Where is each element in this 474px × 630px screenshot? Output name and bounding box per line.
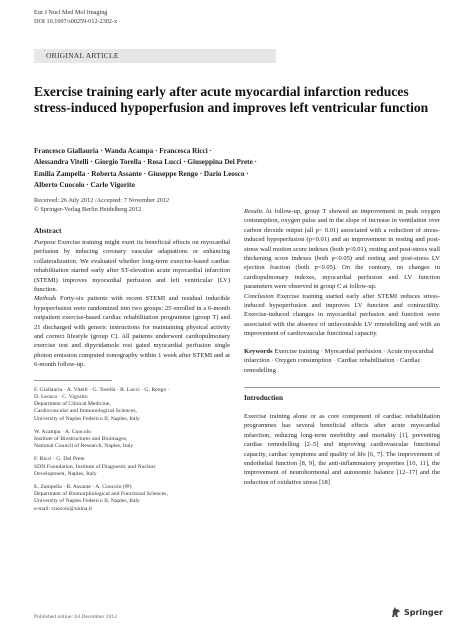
- received-accepted: Received: 26 July 2012 /Accepted: 7 November 2012: [34, 197, 170, 204]
- affiliation-divider: [34, 380, 112, 381]
- results-label: Results: [244, 208, 263, 215]
- keywords-label: Keywords: [244, 347, 273, 355]
- received-dates: [34, 197, 169, 214]
- conclusion-label: Conclusion: [244, 292, 274, 300]
- affiliation: [34, 484, 230, 513]
- results-text: At follow-up, group T showed an improvement in peak oxygen consumption, oxygen pulse and in the slope of increase in ventilation over carbon dioxide output (all p< 0.01) associated with a reduction of stress-induced hypoperfusion (p<0.01) and an improvement in resting and post-stress wall motion score indexes (both p<0.01), resting and post-stress wall thickening score indexes (both p<0.05) and resting and post-stress LV ejection fraction (both p<0.05). On the contrary, no changes in cardiopulmonary indexes, myocardial perfusion and LV function parameters were observed in group C at follow-up.: [244, 208, 440, 291]
- affiliation-line: Institute of Biostructures and Bioimages,: [34, 435, 128, 442]
- article-type-banner: ORIGINAL ARTICLE: [34, 49, 276, 63]
- affiliation-line: E. Zampella · R. Assante · A. Cuocolo (✉): [34, 483, 132, 490]
- introduction-text: Exercise training alone or as core component of cardiac rehabilitation programmes has several beneficial effects after acute myocardial infarction, reducing long-term morbidity and mortality [1], preventing cardiac remodelling [2–5] and improving cardiovascular functional capacity, cardiac symptoms and quality of life [6, 7]. The improvement of endothelial function [8, 9], the anti-inflammatory properties [10, 11], the improvement of neurohormonal and autonomic balance [12–17] and the reduction of oxidative stress [18]: [244, 412, 440, 486]
- methods-label: Methods: [34, 295, 57, 303]
- affiliation: [34, 456, 230, 478]
- journal-name: Eur J Nucl Med Mol Imaging: [34, 9, 108, 16]
- purpose-text: Exercise training might exert its beneficial effects on myocardial perfusion by inducing coronary vascular adaptations or enhancing collateralization. We evaluated whether long-term exercise-based cardiac rehabilitation started early after ST-elevation acute myocardial infarction (STEMI) improves myocardial perfusion and left ventricular (LV) function.: [34, 239, 230, 294]
- affiliation: [34, 429, 230, 451]
- paper-title: Exercise training early after acute myocardial infarction reduces stress-induced hypoperfusion and improves left ventricular function: [34, 84, 429, 115]
- abstract-heading: Abstract: [34, 226, 62, 235]
- abstract-results: [244, 207, 440, 292]
- abstract-conclusion: [244, 292, 440, 339]
- published-online: Published online: 04 December 2012: [34, 614, 117, 620]
- affiliation-line: University of Naples Federico II, Naples, Italy: [34, 415, 140, 422]
- affiliation-line: Development, Naples, Italy: [34, 470, 97, 477]
- copyright: © Springer-Verlag Berlin Heidelberg 2012: [34, 205, 142, 213]
- doi: DOI 10.1007/s00259-012-2302-x: [34, 17, 118, 25]
- email-link[interactable]: e-mail: cuocolo@unina.it: [34, 505, 92, 512]
- affiliation-line: National Council of Research, Naples, Italy: [34, 443, 134, 450]
- methods-text: Forty-six patients with recent STEMI and residual inducible hypoperfusion were randomized into two groups: 25 enrolled in a 6-month outpatient exercise-based cardiac rehabilitation programme (group T) and 21 discharged with generic instructions for maintaining physical activity and correct lifestyle (group C). All patients underwent cardiopulmonary exercise test and dipyridamole rest gated myocardial perfusion single photon emission computed tomography within 1 week after STEMI and at 6-month follow-up.: [34, 295, 230, 369]
- author-line: Alberto Cuocolo · Carlo Vigorito: [34, 180, 136, 189]
- affiliation-line: Department of Biomorphological and Functional Sciences,: [34, 491, 168, 498]
- affiliation-line: SDN Foundation, Institute of Diagnostic and Nuclear: [34, 463, 156, 470]
- affiliation-line: W. Acampa · A. Cuocolo: [34, 428, 91, 435]
- affiliation: [34, 387, 230, 423]
- affiliation-line: F. Ricci · G. Del Prete: [34, 456, 85, 463]
- author-line: Francesco Giallauria · Wanda Acampa · Francesca Ricci ·: [34, 147, 212, 155]
- journal-header: [34, 9, 117, 26]
- author-list: [34, 146, 444, 191]
- affiliation-line: Department of Clinical Medicine,: [34, 401, 111, 408]
- purpose-label: Purpose: [34, 239, 56, 246]
- keywords: [244, 347, 440, 375]
- abstract-purpose: [34, 238, 230, 294]
- affiliation-line: F. Giallauria · A. Vitelli · G. Torella · R. Lucci · G. Rengo ·: [34, 386, 170, 393]
- abstract-methods: [34, 294, 230, 369]
- section-divider: [244, 387, 440, 388]
- affiliation-line: University of Naples Federico II, Naples, Italy: [34, 498, 140, 505]
- publisher-logo: [390, 606, 443, 618]
- affiliation-line: D. Leosco · C. Vigorito: [34, 393, 88, 400]
- author-line: Emilia Zampella · Roberta Assante · Giuseppe Rengo · Dario Leosco ·: [34, 169, 249, 178]
- left-column: [34, 226, 230, 519]
- introduction-heading: Introduction: [244, 393, 284, 402]
- affiliation-line: Cardiovascular and Immunological Sciences,: [34, 408, 137, 415]
- conclusion-text: Exercise training started early after STEMI reduces stress-induced hypoperfusion and improves LV function and contractility. Exercise-induced changes in myocardial perfusion and function were associated with the absence of unfavourable LV remodelling and with an improvement of cardiovascular functional capacity.: [244, 292, 440, 338]
- publisher-name: Springer: [404, 607, 443, 617]
- author-line: Alessandra Vitelli · Giorgio Torella · Rosa Lucci · Giuseppina Del Prete ·: [34, 158, 257, 167]
- springer-horse-icon: [390, 606, 402, 618]
- right-column: [244, 207, 440, 487]
- keywords-text: Exercise training · Myocardial perfusion · Acute myocardial infarction · Oxygen consumption · Cardiac rehabilitation · Cardiac remodelling: [244, 347, 434, 374]
